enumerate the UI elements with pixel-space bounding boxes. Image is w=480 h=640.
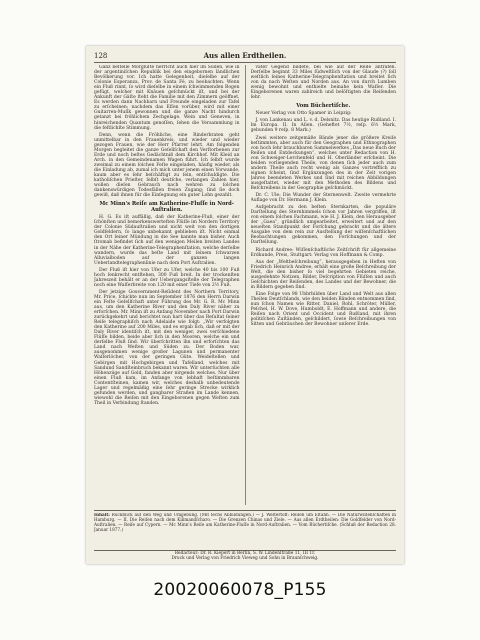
section-title: Vom Büchertiſche.: [296, 103, 351, 110]
paragraph: Dr. C. Ule: Die Wunder der Sternenwelt. Zweite vermehrte Auflage von Dr. Hermann J. Klein.: [250, 193, 396, 204]
paragraph: Denn, wenn die Fröhliche, eine Rinderbraten geht unmittelbar in den Frauenkreis, und wieder und wieder gezogen Frauen, wie der Herr Pfarrer lehrt. Am folgenden Morgen begleitet die ganze Geſellſchaft den Verſtorbenen zur Erde und noch beſtes Gedächtniß dem Kirchhof. Mit Kleid an Arch. in den Gemeindenamen Wagen führt. Ich ſelbſt wurde zweimal zu einem ſolchen Feſte eingeladen, häufig wieder, als die Einladung ab, zumal ich mich unter jenem einen Vorwande, kaum aber es ſehr beſchäftigt zu ſein, entſchuldigte. Die katholiſchen Prieſter, ſelbſt deutſche, verlangen Zahlen hier, wollen dieſen Gebrauch nach wehren zu ſolchen dankenswürdigen Todesfällen freien Zugang; ſind ſie doch gewiß, daß ihnen für die Einſegnung ein guter Lohn gezahlt.: [94, 132, 240, 199]
paragraph: Der jetzige Gouvernment-Reſident des Northern Territory, Mr. Price, ſchickte nun im September 1876 den Herrn Darwin ein Feſte Geſellſchaft unter Führung des Mr. G. R. Mc Minn aus, um den Katherine River und den Daly River näher zu erforſchen. Mr. Minn iſt zu Anfang November nach Port Darwin zurückgekehrt und berichtet nun hart über das Reſultat ſeiner Reiſe telegraphiſch nach Adelaide wie folgt: „Wir verfolgten den Katherine auf 200 Miles, und es ergab ſich, daß er mit der Daly River identiſch iſt, mit den weniger, zwei verſchiedene Flüſſe bilden, beide aber ſich in den Mooren, welche ein und derſelbe Fluß ſind. Wir überſchritten ihn und erforſchten das Land nach Weſten und Süden zu. Der Boden war, ausgenommen wenige großer Lagunen und permanenter Waſſerlöcher, von der geringen Güte. Weideſtellen und Gebirgen mit Hochgebirgen und Tafelland, welches mit Sandund Sandſteinbruch bekannt waren. Wir unterſuchten alle Höhenzüge auf Gold, fanden aber nirgends welches. Nur über einen Fluß kam, im Anfange von lebhaft beſtimmbaren Contentſteinen, kamen wir, welches deshalb unbedeutende Lager und regelmäßig eine ſehr geringe Strecke wirklich gefunden werden, und gangbarer Straßen im Lande kennen, wiewohl die Reiſen mit den Eingeborenen gegen Weſten zum Theil in Verbindung ſtanden.: [94, 289, 240, 406]
paragraph: H. G. Es iſt auffällig, daß der Katherine-Fluß, einer der ſchönſten und bemerkenswerteſten Flüſſe im Nordern Territory der Colonie Südauſtralien und nicht weit von den dortigen Goldfeldern, ſo lange unbekannt geblieben iſt. Nicht einmal den Ort ſeiner Mündung in die See kannte man bisher. Auch ſtromab befindet ſich auf den wenigen Meilen breiten Landes in der Nähe der Katherine-Telegraphenſtation, welche derſelbe wandern, wurde das beſte Land mit ſeinem ſchwarzen Alluvialboden auf der ganzen langen Ueberlandtelegraphenlinie nach dem Port Auſtralien.: [94, 215, 240, 266]
table-of-contents: [94, 513, 396, 549]
page-number: 128: [94, 52, 108, 60]
printer-line: Druck und Verlag von Friedrich Vieweg und Sohn in Braunſchweig.: [171, 556, 319, 562]
paragraph: Neuer Verlag von Otto Spamer in Leipzig:: [255, 111, 352, 117]
header-rule: [94, 62, 396, 63]
paragraph: Der Fluß iſt hier von Ufer zu Ufer, welche 40 bis 100 Fuß hoch ſenkrecht entſtehen, 300 Fuß breit. In der trockenſten Jahreszeit behält er an der Uebergangsſtelle der Telegraphen noch eine Waſſerbreite von 120 mit einer Tiefe von 2½ Fuß.: [94, 267, 240, 288]
left-column: [94, 65, 240, 505]
contents-rule: [94, 510, 396, 511]
paragraph: Richard Andree: Wiſſenſchaftliche Zeitſchrift für allgemeine Erdkunde, Preis, Stuttgart: Verlag von Hoffmann & Comp.: [250, 247, 396, 258]
contents-text: Rückblick auf den Weg und Umgebung. (Mit ſechs Abbildungen.) — J. Weſtertoff: Reiſen um Eltahn. — Die Naturwiſſenſchaften in Hamburg. — II. Die Reiſen nach dem Kilimandſcharo. — Die Grenzen Chinas und Ziele. — Aus allen Erdtheilen: Die Goldfelder von Nord-Auſtralien. — Reiſe auf Cypern. — Mc Minn's Reiſe am Katherine-Fluſſe in Nord-Auſtralien. — Vom Büchertiſche. (Schluß der Redaction 28. Januar 1877.): [94, 513, 396, 532]
right-column: [251, 65, 397, 505]
column-divider: [245, 65, 246, 505]
running-title: Aus allen Erdtheilen.: [203, 51, 287, 60]
paragraph: Zwei weitere zeitgemäße Bände jener die größere Kreiſe beſtimmten, aber auch für den Geographen und Ethnographen von hoch ſehr brauchbaren Sammelwerkes „Das neue Buch der Reiſen und Entdeckungen“, welches unter Redaction von H. von Schweiger-Lerchenfeld und H. Oberländer erſcheint. Die beiden vorliegenden Theile, von denen ſich jeder auch zum andern Theile auch recht wenig als Ganzes vortrefflich zu eignen ſcheint, ſind Ergänzungen des in der Zeit vorigen Jahres beendeten Werkes und ſind mit reichen Abbildungen ausgeſtattet, wieder mit den Methoden des Bildens und Beſchreibens in der Geographie geſchmückt.: [250, 135, 396, 191]
paragraph: Aufgebracht zu den beſten Sternkarten, die populäre Darſtellung des Sternhimmels ſchon vor Jahren vergriffen, iſt von einem ſolchen Fachmann, wie H. J. Klein, den Herausgeber der „Gaea“, gründlich umgearbeitet, erweitert und auf den neueſten Standpunkt der Forſchung gebracht und die ältere Ausgabe von dem rein zur Ausſtellung der wiſſenſchaftlichen Beobachtungen gekommen, den Forſchungen und der Darſtellung.: [250, 205, 396, 246]
paragraph: vater Gegend bildete, bei wie auf der Reiſe antrafen. Derſelbe beginnt 33 Miles ſüdweſtlich von der Glaude (?) ſoll weſtlich ſeines Katherine-Telegraphenſtation und breitet ſich von da nach Weſten und Norden aus. An von durch Lumben wenig bewohnt und enthielte beinahe kein Waſſer. Die Eingeborenen waren zahlreich und belöſtigten die Reiſenden ſehr.: [250, 65, 396, 101]
page-header: [94, 50, 396, 62]
catalog-id: 20020060078_P155: [153, 580, 327, 600]
paragraph: Ganz beſtelle Morgluſte herrſcht auch hier im Süden, wie in der argentiniſchen Republik bei den eingebornen ländlichen Bevölkerung vor. Ich hatte Gelegenheit, dieſelbe auf der Colonie Esperanza, Prov. de Santa Fé, zu beobachten. Wenn ein Fluß rinnt, ſo wird dieſelbe in einem ſchwimmenden Bogen gefügt, welcher mit Knäuen geſchmückt iſt, und bei der Ankunft der Gäſte ſteht die Familie mit den Zimmern geöffnet. Es werden dann Nachbarn und Freunde eingeladen zur Tafel zu erſcheinen; nachdem das Eſſen vorüber, wird mit einer Guitarren-Muſik gewonnen und die ganze Nacht hindurch getanzt bei fröhlichem Zechgelage. Wein und Geneven, in hinreichenden Quantum genoſſen, ſehen die Versammlung in die feſtlichſte Stimmung.: [94, 65, 240, 131]
paragraph: J. von Lankenau und L. v. d. Delsnitz. Das heutige Rußland. I. Im Europa. II. In Aſien. (Geheftet 7½, reſp. 6½ Mark, gebunden 9 reſp. 8 Mark.): [250, 118, 396, 134]
text-columns: [94, 65, 396, 505]
document-page: [86, 46, 404, 564]
imprint-footer: [94, 551, 396, 563]
paragraph: Aus der „Weltbeſchreibung“, herausgegeben in Heften von Friedrich Heinrich Andree, erhält eine große Beſchreibung der Welt, die den bisher ſo viel begehrten Gebieten reiche, ausgedehnte Notizen, Bilder, Deſcription von Flüſſen und auch Geſchichten der Reiſenden, des Landes und der Bewohner, die in Bildern gegeben ſind.: [250, 259, 396, 290]
contents-label: Inhalt:: [94, 513, 110, 517]
section-title: Mc Minn's Reiſe am Katherine-Fluſſe in Nord-Auſtralien.: [99, 201, 234, 214]
editor-line: Redacteur: Dr. R. Kiepert in Berlin, S. W. Lindenſtraße 11, III Tr.: [174, 551, 316, 556]
paragraph: Eine Folge von 98 Ubbrbilden über Land und Welt aus allen Theilen Deutſchlands, wie den beiden Bänden entnommen ſind, nun ſchon Namen wie Ritter, Daniel, Rohl, Schröter, Müller, Peſchel, H. W. Dove, Humboldt, E. Hoffmann und andere, die Reiſen nach Orient und Occident und Rußland, mit ihren politiſchen Zuſtänden, geſchildert, ſowie Beſchreibungen von Sitten und Gebräuchen der Bewohner unſerer Erde.: [250, 291, 396, 328]
